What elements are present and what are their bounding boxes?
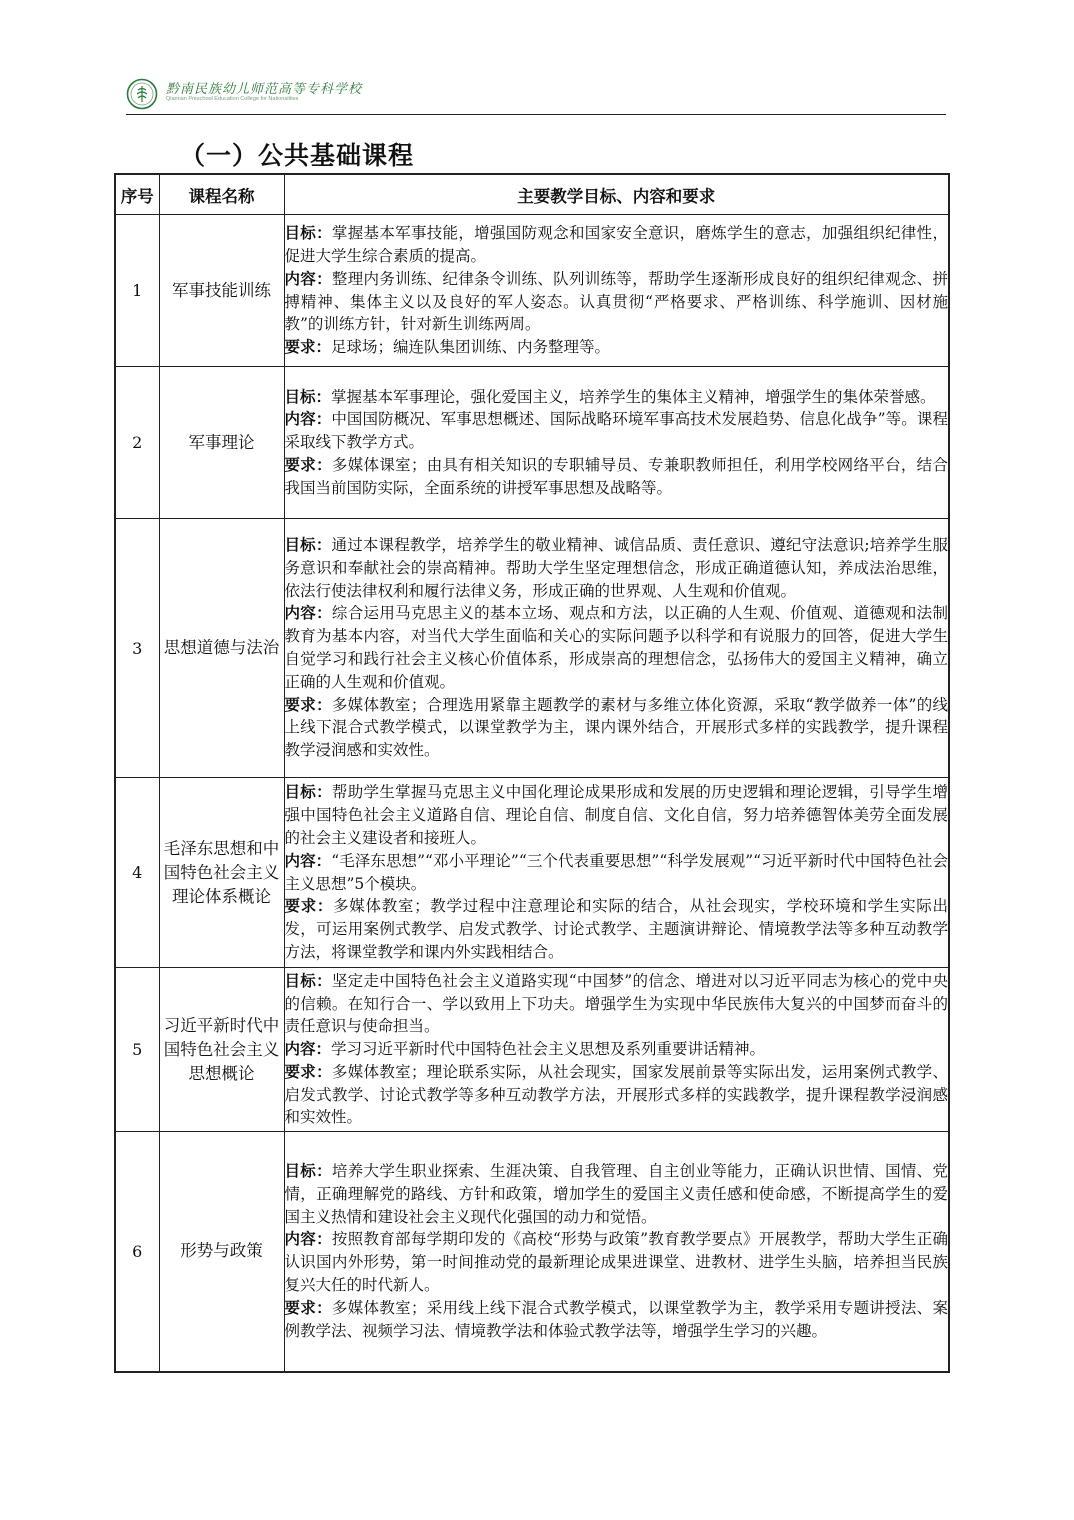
- course-description: [284, 1132, 949, 1372]
- requirement-text: 足球场；编连队集团训练、内务整理等。: [331, 338, 611, 357]
- content-label: 内容：: [284, 410, 332, 429]
- requirement-paragraph: [285, 336, 949, 359]
- course-name: 思想道德与法治: [159, 519, 284, 778]
- table-row: [115, 1132, 949, 1372]
- requirement-text: 多媒体课室；由具有相关知识的专职辅导员、专兼职教师担任，利用学校网络平台，结合我国当前国防实际，全面系统的讲授军事思想及战略等。: [284, 455, 948, 497]
- row-number: 6: [115, 1132, 159, 1372]
- school-name: 黔南民族幼儿师范高等专科学校: [166, 82, 363, 97]
- requirement-text: 多媒体教室；采用线上线下混合式教学模式，以课堂教学为主，教学采用专题讲授法、案例教学法、视频学习法、情境教学法和体验式教学法等，增强学生学习的兴趣。: [284, 1298, 948, 1340]
- goal-label: 目标：: [284, 536, 332, 555]
- goal-text: 帮助学生掌握马克思主义中国化理论成果形成和发展的历史逻辑和理论逻辑，引导学生增强中国特色社会主义道路自信、理论自信、制度自信、文化自信，努力培养德智体美劳全面发展的社会主义建设者和接班人。: [284, 783, 948, 847]
- course-name: 毛泽东思想和中国特色社会主义理论体系概论: [159, 778, 284, 968]
- requirement-paragraph: [285, 694, 949, 762]
- content-label: 内容：: [284, 1040, 332, 1059]
- content-paragraph: [285, 268, 949, 336]
- content-text: 按照教育部每学期印发的《高校“形势与政策”教育教学要点》开展教学，帮助大学生正确认识国内外形势，第一时间推动党的最新理论成果进课堂、进教材、进学生头脑，培养担当民族复兴大任的时代新人。: [284, 1230, 948, 1295]
- content-text: “毛泽东思想”“邓小平理论”“三个代表重要思想”“科学发展观”“习近平新时代中国特色社会主义思想”5个模块。: [284, 851, 948, 893]
- goal-text: 坚定走中国特色社会主义道路实现“中国梦”的信念、增进对以习近平同志为核心的党中央的信赖。在知行合一、学以致用上下功夫。增强学生为实现中华民族伟大复兴的中国梦而奋斗的责任意识与使命担当。: [284, 971, 948, 1036]
- requirement-paragraph: [285, 895, 949, 963]
- course-description: [284, 367, 949, 519]
- table-row: [115, 215, 949, 367]
- requirement-paragraph: [285, 1061, 949, 1129]
- content-label: 内容：: [284, 851, 332, 870]
- table-row: [115, 968, 949, 1132]
- goal-text: 掌握基本军事理论，强化爱国主义，培养学生的集体主义精神，增强学生的集体荣誉感。: [331, 387, 936, 406]
- goal-label: 目标：: [284, 783, 332, 802]
- requirement-text: 多媒体教室；理论联系实际，从社会现实，国家发展前景等实际出发，运用案例式教学、启发式教学、讨论式教学等多种互动教学方法，开展形式多样的实践教学，提升课程教学浸润感和实效性。: [284, 1062, 948, 1127]
- requirement-label: 要求：: [284, 455, 332, 474]
- requirement-paragraph: [285, 1297, 949, 1343]
- course-table: [114, 173, 950, 1373]
- row-number: 1: [115, 215, 159, 367]
- table-row: [115, 367, 949, 519]
- content-paragraph: [285, 850, 949, 896]
- goal-paragraph: [285, 386, 949, 409]
- course-name: 军事技能训练: [159, 215, 284, 367]
- course-name: 习近平新时代中国特色社会主义思想概论: [159, 968, 284, 1132]
- table-row: [115, 519, 949, 778]
- table-header-row: [115, 174, 949, 215]
- goal-label: 目标：: [284, 971, 332, 990]
- requirement-label: 要求：: [284, 695, 332, 714]
- table-row: [115, 778, 949, 968]
- course-description: [284, 215, 949, 367]
- course-description: [284, 968, 949, 1132]
- goal-paragraph: [285, 222, 949, 268]
- header-num: 序号: [115, 174, 159, 215]
- goal-text: 通过本课程教学，培养学生的敬业精神、诚信品质、责任意识、遵纪守法意识;培养学生服务意识和奉献社会的崇高精神。帮助大学生坚定理想信念，形成正确道德认知，养成法治思维，依法行使法律权利和履行法律义务，形成正确的世界观、人生观和价值观。: [284, 536, 948, 600]
- goal-label: 目标：: [284, 224, 332, 243]
- goal-text: 掌握基本军事技能，增强国防观念和国家安全意识，磨炼学生的意志，加强组织纪律性，促进大学生综合素质的提高。: [284, 224, 948, 265]
- content-paragraph: [285, 1228, 949, 1296]
- goal-paragraph: [285, 534, 949, 602]
- row-number: 4: [115, 778, 159, 968]
- course-name: 形势与政策: [159, 1132, 284, 1372]
- header-course-name: 课程名称: [159, 174, 284, 215]
- header-description: 主要教学目标、内容和要求: [284, 174, 949, 215]
- requirement-label: 要求：: [284, 338, 332, 357]
- content-label: 内容：: [284, 604, 332, 623]
- course-description: [284, 778, 949, 968]
- requirement-paragraph: [285, 454, 949, 500]
- header-divider: [126, 114, 946, 115]
- section-title: （一）公共基础课程: [180, 141, 415, 170]
- goal-text: 培养大学生职业探索、生涯决策、自我管理、自主创业等能力，正确认识世情、国情、党情，正确理解党的路线、方针和政策，增加学生的爱国主义责任感和使命感，不断提高学生的爱国主义热情和建设社会主义现代化强国的动力和觉悟。: [284, 1162, 948, 1226]
- row-number: 2: [115, 367, 159, 519]
- goal-paragraph: [285, 1160, 949, 1228]
- content-text: 学习习近平新时代中国特色社会主义思想及系列重要讲话精神。: [331, 1040, 766, 1059]
- course-name: 军事理论: [159, 367, 284, 519]
- page-header: [126, 74, 946, 114]
- requirement-label: 要求：: [284, 1298, 332, 1317]
- goal-label: 目标：: [284, 387, 332, 406]
- content-paragraph: [285, 1038, 949, 1061]
- content-text: 整理内务训练、纪律条令训练、队列训练等，帮助学生逐渐形成良好的组织纪律观念、拼搏精神、集体主义以及良好的军人姿态。认真贯彻“严格要求、严格训练、科学施训、因材施教”的训练方针，针对新生训练两周。: [284, 269, 948, 334]
- school-logo-icon: [126, 78, 158, 110]
- school-name-en: Qiannan Preschool Education College for Nationalities: [166, 96, 299, 102]
- content-paragraph: [285, 602, 949, 693]
- content-text: 中国国防概况、军事思想概述、国际战略环境军事高技术发展趋势、信息化战争”等。课程采取线下教学方式。: [284, 410, 948, 452]
- goal-paragraph: [285, 970, 949, 1038]
- requirement-label: 要求：: [284, 897, 334, 916]
- course-description: [284, 519, 949, 778]
- content-paragraph: [285, 408, 949, 454]
- requirement-label: 要求：: [284, 1062, 332, 1081]
- content-label: 内容：: [284, 269, 332, 288]
- content-text: 综合运用马克思主义的基本立场、观点和方法，以正确的人生观、价值观、道德观和法制教育为基本内容，对当代大学生面临和关心的实际问题予以科学和有说服力的回答，促进大学生自觉学习和践行社会主义核心价值体系，形成崇高的理想信念，弘扬伟大的爱国主义精神，确立正确的人生观和价值观。: [284, 604, 948, 691]
- goal-paragraph: [285, 781, 949, 849]
- row-number: 5: [115, 968, 159, 1132]
- content-label: 内容：: [284, 1230, 332, 1249]
- row-number: 3: [115, 519, 159, 778]
- requirement-text: 多媒体教室；教学过程中注意理论和实际的结合，从社会现实，学校环境和学生实际出发，可运用案例式教学、启发式教学、讨论式教学、主题演讲辩论、情境教学法等多种互动教学方法，将课堂教学和课内外实践相结合。: [284, 897, 948, 961]
- requirement-text: 多媒体教室；合理选用紧靠主题教学的素材与多维立体化资源，采取“教学做养一体”的线上线下混合式教学模式，以课堂教学为主，课内课外结合，开展形式多样的实践教学，提升课程教学浸润感和实效性。: [284, 695, 948, 760]
- goal-label: 目标：: [284, 1162, 332, 1181]
